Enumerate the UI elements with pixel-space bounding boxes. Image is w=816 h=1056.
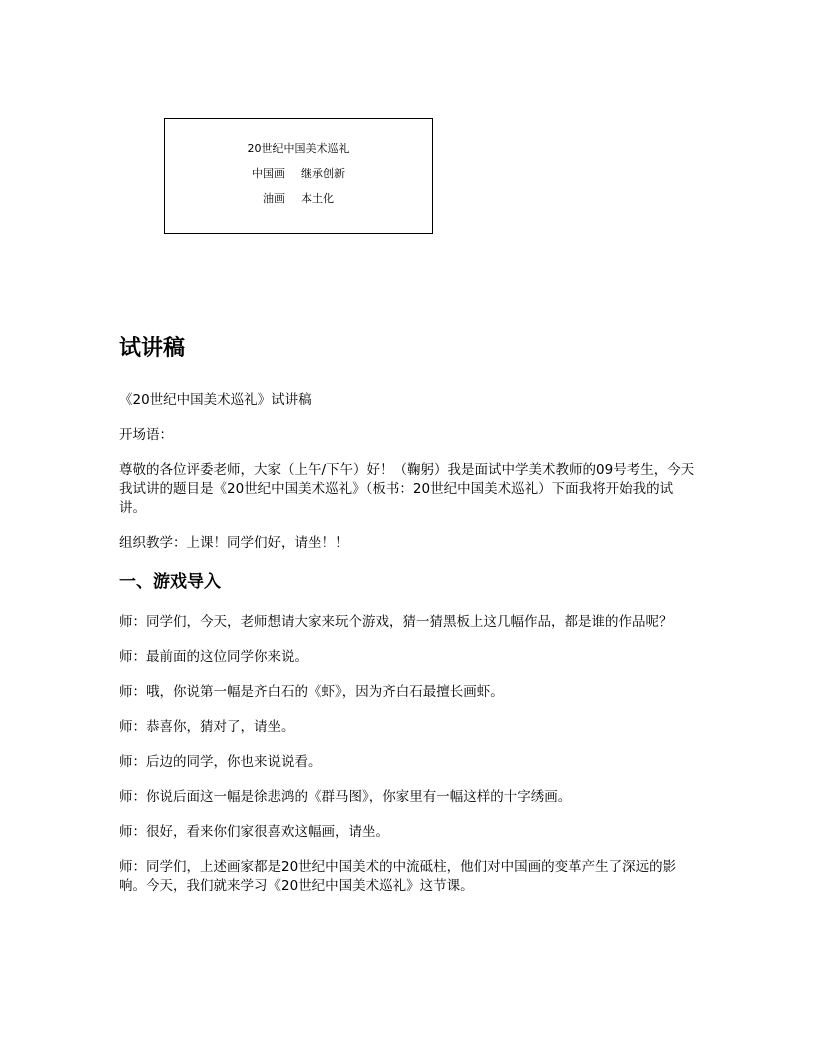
dialogue-paragraph: 师：哦，你说第一幅是齐白石的《虾》，因为齐白石最擅长画虾。 bbox=[119, 684, 504, 700]
document-subtitle: 《20世纪中国美术巡礼》试讲稿 bbox=[119, 392, 312, 408]
section-heading-game-intro: 一、游戏导入 bbox=[119, 572, 221, 592]
dialogue-paragraph: 师：后边的同学，你也来说说看。 bbox=[119, 754, 322, 770]
board-line-chinese-painting bbox=[165, 167, 432, 181]
dialogue-paragraph: 师：恭喜你，猜对了，请坐。 bbox=[119, 719, 295, 735]
board-title: 20世纪中国美术巡礼 bbox=[247, 142, 350, 155]
document-title: 试讲稿 bbox=[119, 336, 186, 361]
opening-text: 尊敬的各位评委老师，大家（上午/下午）好！（鞠躬）我是面试中学美术教师的09号考生，今天我试讲的题目是《20世纪中国美术巡礼》（板书：20世纪中国美术巡礼）下面我将开始我的试讲。 bbox=[119, 462, 695, 516]
organize-teaching: 组织教学：上课！同学们好，请坐！！ bbox=[119, 535, 349, 551]
board-oil-painting-note: 本土化 bbox=[301, 192, 334, 205]
dialogue-paragraph: 师：很好，看来你们家很喜欢这幅画，请坐。 bbox=[119, 824, 389, 840]
board-line-oil-painting bbox=[165, 192, 432, 206]
blackboard-outline bbox=[164, 118, 433, 234]
dialogue-paragraph: 师：同学们，上述画家都是20世纪中国美术的中流砥柱，他们对中国画的变革产生了深远的影响。今天，我们就来学习《20世纪中国美术巡礼》这节课。 bbox=[119, 859, 677, 894]
opening-label: 开场语： bbox=[119, 427, 173, 443]
board-chinese-painting-label: 中国画 bbox=[252, 167, 285, 180]
board-chinese-painting-note: 继承创新 bbox=[301, 167, 345, 180]
document-body bbox=[119, 332, 699, 912]
dialogue-paragraph: 师：你说后面这一幅是徐悲鸿的《群马图》，你家里有一幅这样的十字绣画。 bbox=[119, 789, 572, 805]
board-oil-painting-label: 油画 bbox=[263, 192, 285, 205]
dialogue-paragraph: 师：最前面的这位同学你来说。 bbox=[119, 649, 308, 665]
dialogue-paragraph: 师：同学们，今天，老师想请大家来玩个游戏，猜一猜黑板上这几幅作品，都是谁的作品呢？ bbox=[119, 614, 673, 630]
